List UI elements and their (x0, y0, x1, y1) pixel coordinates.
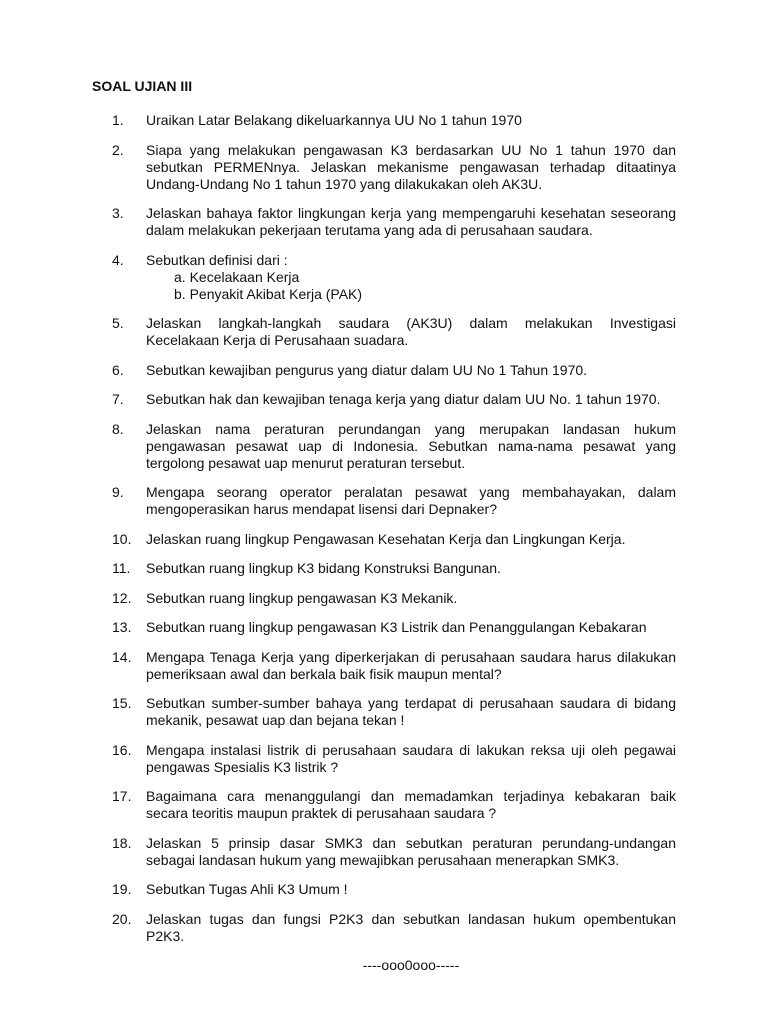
question-text (146, 911, 676, 945)
question-number: 15. (112, 695, 132, 711)
question-line: Bagaimana cara menanggulangi dan memadamkan terjadinya kebakaran baik (146, 788, 676, 804)
question-number: 5. (112, 315, 124, 331)
question-item (92, 881, 676, 898)
question-line: Undang-Undang No 1 tahun 1970 yang dilakukakan oleh AK3U. (146, 175, 543, 192)
question-line: Uraikan Latar Belakang dikeluarkannya UU No 1 tahun 1970 (146, 112, 522, 128)
question-text (146, 205, 676, 239)
question-number: 11. (112, 560, 131, 576)
question-item (92, 315, 676, 349)
question-line: dalam melakukan pekerjaan terutama yang ada di perusahaan saudara. (146, 222, 593, 238)
question-text (146, 142, 676, 193)
question-number: 1. (112, 112, 124, 128)
question-item (92, 205, 676, 239)
question-line: tergolong pesawat uap menurut peraturan tersebut. (146, 454, 466, 471)
question-item (92, 695, 676, 729)
question-text (146, 315, 676, 349)
question-text (146, 835, 676, 869)
question-text (146, 531, 676, 548)
question-line: Sebutkan sumber-sumber bahaya yang terdapat di perusahaan saudara di bidang (146, 695, 676, 711)
question-item (92, 649, 676, 683)
question-number: 8. (112, 420, 124, 437)
definition-sub-item: b. Penyakit Akibat Kerja (PAK) (174, 285, 363, 302)
question-line: Sebutkan hak dan kewajiban tenaga kerja yang diatur dalam UU No. 1 tahun 1970. (146, 391, 661, 407)
question-item (92, 835, 676, 869)
question-number: 19. (112, 881, 132, 897)
question-number: 17. (112, 788, 132, 804)
question-item (92, 391, 676, 408)
question-line: Sebutkan kewajiban pengurus yang diatur dalam UU No 1 Tahun 1970. (146, 361, 588, 378)
question-number: 12. (112, 589, 132, 606)
document-content (92, 78, 676, 974)
question-line: Sebutkan definisi dari : (146, 251, 288, 268)
question-number: 16. (112, 741, 132, 758)
question-item (92, 421, 676, 472)
question-item (92, 788, 676, 822)
question-line: Jelaskan langkah-langkah saudara (AK3U) dalam melakukan Investigasi (146, 315, 676, 331)
question-number: 3. (112, 205, 124, 221)
question-text (146, 695, 676, 729)
question-line: Jelaskan bahaya faktor lingkungan kerja yang mempengaruhi kesehatan seseorang (146, 205, 676, 221)
question-item (92, 619, 676, 636)
question-number: 10. (112, 530, 132, 547)
question-item (92, 112, 676, 129)
question-item (92, 252, 676, 303)
question-number: 20. (112, 910, 132, 927)
question-line: P2K3. (146, 927, 185, 944)
question-line: Sebutkan ruang lingkup K3 bidang Konstruksi Bangunan. (146, 560, 501, 576)
definition-sub-item: a. Kecelakaan Kerja (174, 268, 300, 285)
question-number: 9. (112, 484, 124, 500)
question-line: mekanik, pesawat uap dan bejana tekan ! (146, 712, 405, 728)
question-item (92, 484, 676, 518)
question-line: Mengapa seorang operator peralatan pesawat yang membahayakan, dalam (146, 484, 676, 500)
question-number: 2. (112, 141, 124, 158)
question-line: pengawas Spesialis K3 listrik ? (146, 758, 339, 775)
question-line: pengawasan pesawat uap di Indonesia. Sebutkan nama-nama pesawat yang (146, 437, 676, 454)
question-number: 18. (112, 834, 132, 851)
question-text (146, 590, 676, 607)
question-number: 6. (112, 361, 124, 378)
question-line: Siapa yang melakukan pengawasan K3 berdasarkan UU No 1 tahun 1970 dan (146, 141, 676, 158)
question-text (146, 560, 676, 577)
question-line: secara teoritis maupun praktek di perusahaan saudara ? (146, 805, 497, 821)
question-line: Jelaskan nama peraturan perundangan yang merupakan landasan hukum (146, 420, 676, 437)
question-text (146, 391, 676, 408)
question-number: 7. (112, 391, 124, 407)
question-text (146, 619, 676, 636)
question-text (146, 881, 676, 898)
question-text (146, 421, 676, 472)
question-text (146, 252, 676, 303)
question-line: Mengapa Tenaga Kerja yang diperkerjakan di perusahaan saudara harus dilakukan (146, 648, 676, 665)
question-item (92, 531, 676, 548)
question-line: sebutkan PERMENnya. Jelaskan mekanisme pengawasan terhadap ditaatinya (146, 158, 676, 175)
question-line: Jelaskan 5 prinsip dasar SMK3 dan sebutkan peraturan perundang-undangan (146, 834, 676, 851)
question-line: Kecelakaan Kerja di Perusahaan suadara. (146, 332, 409, 348)
question-line: sebagai landasan hukum yang mewajibkan perusahaan menerapkan SMK3. (146, 851, 620, 868)
question-text (146, 484, 676, 518)
question-line: pemeriksaan awal dan berkala baik fisik maupun mental? (146, 665, 502, 682)
question-item (92, 560, 676, 577)
question-number: 13. (112, 619, 132, 635)
document-title: SOAL UJIAN III (92, 78, 193, 94)
question-item (92, 911, 676, 945)
question-text (146, 788, 676, 822)
question-line: Sebutkan Tugas Ahli K3 Umum ! (146, 881, 348, 897)
question-number: 4. (112, 251, 124, 268)
question-item (92, 590, 676, 607)
question-text (146, 742, 676, 776)
question-item (92, 142, 676, 193)
question-line: Jelaskan tugas dan fungsi P2K3 dan sebutkan landasan hukum opembentukan (146, 910, 676, 927)
question-line: Mengapa instalasi listrik di perusahaan saudara di lakukan reksa uji oleh pegawai (146, 741, 676, 758)
question-number: 14. (112, 648, 132, 665)
question-text (146, 649, 676, 683)
question-item (92, 362, 676, 379)
question-item (92, 742, 676, 776)
question-line: Sebutkan ruang lingkup pengawasan K3 Listrik dan Penanggulangan Kebakaran (146, 619, 647, 635)
question-text (146, 362, 676, 379)
question-text (146, 112, 676, 129)
end-marker: ----ooo0ooo----- (362, 957, 460, 973)
question-line: Sebutkan ruang lingkup pengawasan K3 Mekanik. (146, 589, 458, 606)
question-line: mengoperasikan harus mendapat lisensi dari Depnaker? (146, 501, 497, 517)
question-line: Jelaskan ruang lingkup Pengawasan Kesehatan Kerja dan Lingkungan Kerja. (146, 530, 626, 547)
